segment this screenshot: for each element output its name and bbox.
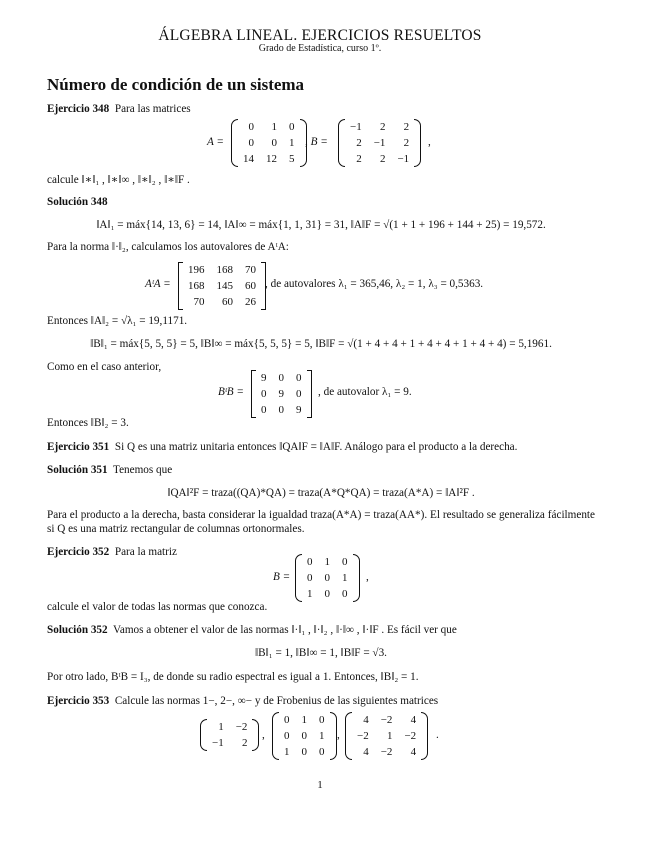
cell: 0	[301, 746, 307, 758]
cell: 2	[241, 737, 248, 749]
cell: 0	[289, 121, 295, 133]
matrix-B352-label: B =	[273, 571, 291, 583]
punctuation: ,	[428, 136, 431, 148]
cell: 1	[289, 137, 295, 149]
cell: 0	[261, 404, 267, 416]
equation-norms-B: ‖B‖₁ = máx{5, 5, 5} = 5, ‖B‖∞ = máx{5, 5, 5} = 5, ‖B‖F = √(1 + 4 + 4 + 1 + 4 + 4 + 1 + 4 + 4) = 5,1961.	[90, 338, 552, 350]
cell: 4	[410, 714, 417, 726]
cell: 2	[379, 153, 386, 165]
matrix-M1	[200, 719, 259, 751]
norm2-intro: Para la norma ‖·‖₂, calculamos los autovalores de AᵗA:	[47, 241, 289, 253]
cell: 4	[363, 746, 369, 758]
cell: −1	[373, 137, 386, 149]
cell: 1	[319, 730, 325, 742]
exercise-348-intro: Ejercicio 348 Para las matrices	[47, 103, 191, 115]
cell: 168	[188, 280, 205, 292]
matrix-AtA	[178, 262, 266, 310]
page-number: 1	[317, 779, 323, 791]
punctuation: ,	[366, 571, 369, 583]
matrix-B	[338, 119, 421, 167]
equation-unitary: ‖QA‖²F = traza((QA)*QA) = traza(A*Q*QA) = traza(A*A) = ‖A‖²F .	[167, 487, 475, 499]
matrix-A-label: A =	[207, 136, 224, 148]
matrix-BtB	[251, 370, 312, 418]
BtB-label: BᵗB =	[218, 386, 244, 398]
solution-348-label: Solución 348	[47, 196, 108, 208]
cell: 0	[319, 714, 325, 726]
cell: 0	[301, 730, 307, 742]
cell: 70	[193, 296, 205, 308]
cell: 9	[261, 372, 267, 384]
cell: 0	[278, 404, 284, 416]
solution-352-intro: Solución 352 Vamos a obtener el valor de las normas ‖·‖₁ , ‖·‖₂ , ‖·‖∞ , ‖·‖F . Es fácil ver que	[47, 624, 457, 636]
cell: 168	[216, 264, 233, 276]
cell: 9	[278, 388, 284, 400]
B2-norm: Entonces ‖B‖₂ = 3.	[47, 417, 129, 429]
exercise-352-question: calcule el valor de todas las normas que conozca.	[47, 601, 268, 613]
cell: 0	[248, 121, 254, 133]
cell: −1	[212, 737, 224, 749]
cell: 0	[324, 588, 330, 600]
previous-case: Como en el caso anterior,	[47, 361, 162, 373]
equation-norms-B352: ‖B‖₁ = 1, ‖B‖∞ = 1, ‖B‖F = √3.	[255, 647, 387, 659]
section-heading: Número de condición de un sistema	[47, 75, 305, 94]
cell: −2	[380, 746, 393, 758]
cell: 0	[271, 137, 277, 149]
cell: −2	[380, 714, 393, 726]
solution-351-paragraph: Para el producto a la derecha, basta considerar la igualdad traza(A*A) = traza(AA*). El resultado se generaliza fácilmente si Q es una matriz rectangular de columnas ortonormales.	[47, 509, 595, 535]
cell: 1	[342, 572, 348, 584]
cell: 0	[284, 714, 290, 726]
BtB-eigenvalue: , de autovalor λ₁ = 9.	[318, 386, 412, 398]
exercise-label: Ejercicio 348	[47, 103, 110, 115]
separator: ,	[262, 729, 265, 741]
separator: ,	[337, 729, 340, 741]
cell: 12	[266, 153, 277, 165]
cell: 60	[222, 296, 233, 308]
document-title: ÁLGEBRA LINEAL. EJERCICIOS RESUELTOS	[158, 27, 482, 44]
cell: 1	[301, 714, 307, 726]
cell: 1	[271, 121, 277, 133]
cell: 0	[307, 572, 313, 584]
cell: 2	[403, 121, 410, 133]
matrix-M3	[345, 712, 428, 760]
cell: 70	[245, 264, 256, 276]
matrix-B-label: , B =	[305, 136, 328, 148]
solution-352-tail: Por otro lado, BᵗB = I₃, de donde su radio espectral es igual a 1. Entonces, ‖B‖₂ = 1.	[47, 671, 419, 683]
cell: 2	[403, 137, 410, 149]
matrix-A	[231, 119, 307, 167]
cell: 1	[218, 721, 224, 733]
cell: 14	[243, 153, 254, 165]
cell: −1	[397, 153, 410, 165]
cell: 145	[216, 280, 233, 292]
AtA-eigenvalues: , de autovalores λ₁ = 365,46, λ₂ = 1, λ₃ = 0,5363.	[265, 278, 484, 290]
document-subtitle: Grado de Estadística, curso 1º.	[258, 43, 382, 54]
cell: 0	[342, 588, 348, 600]
cell: 1	[324, 556, 330, 568]
exercise-351: Ejercicio 351 Si Q es una matriz unitaria entonces ‖QA‖F = ‖A‖F. Análogo para el producto a la derecha.	[47, 441, 518, 453]
cell: 0	[342, 556, 348, 568]
exercise-353: Ejercicio 353 Calcule las normas 1−, 2−, ∞− y de Frobenius de las siguientes matrices	[47, 695, 439, 707]
cell: 0	[296, 372, 302, 384]
end-period: .	[436, 729, 439, 741]
cell: −1	[350, 121, 362, 133]
cell: 0	[307, 556, 313, 568]
exercise-348-question: calcule ‖∗‖₁ , ‖∗‖∞ , ‖∗‖₂ , ‖∗‖F .	[47, 174, 190, 186]
cell: 1	[386, 730, 393, 742]
cell: 2	[356, 153, 362, 165]
cell: −2	[235, 721, 248, 733]
cell: 0	[296, 388, 302, 400]
cell: 9	[296, 404, 302, 416]
A2-norm: Entonces ‖A‖₂ = √λ₁ = 19,1171.	[47, 315, 188, 327]
cell: 4	[410, 746, 417, 758]
cell: 1	[284, 746, 290, 758]
cell: 0	[284, 730, 290, 742]
cell: −2	[357, 730, 369, 742]
cell: 0	[319, 746, 325, 758]
cell: 196	[188, 264, 205, 276]
cell: 2	[356, 137, 362, 149]
cell: 4	[363, 714, 369, 726]
AtA-label: AᵗA =	[145, 278, 171, 290]
cell: 0	[278, 372, 284, 384]
cell: 2	[379, 121, 386, 133]
cell: 26	[245, 296, 256, 308]
equation-norms-A: ‖A‖₁ = máx{14, 13, 6} = 14, ‖A‖∞ = máx{1, 1, 31} = 31, ‖A‖F = √(1 + 1 + 196 + 144 + 25) = 19,572.	[96, 219, 546, 231]
cell: −2	[404, 730, 417, 742]
cell: 0	[248, 137, 254, 149]
cell: 1	[307, 588, 313, 600]
cell: 60	[245, 280, 256, 292]
exercise-352-intro: Ejercicio 352 Para la matriz	[47, 546, 177, 558]
cell: 5	[289, 153, 295, 165]
matrix-B352	[295, 554, 360, 602]
cell: 0	[261, 388, 267, 400]
solution-351-intro: Solución 351 Tenemos que	[47, 464, 173, 476]
cell: 0	[324, 572, 330, 584]
matrix-M2	[272, 712, 337, 760]
